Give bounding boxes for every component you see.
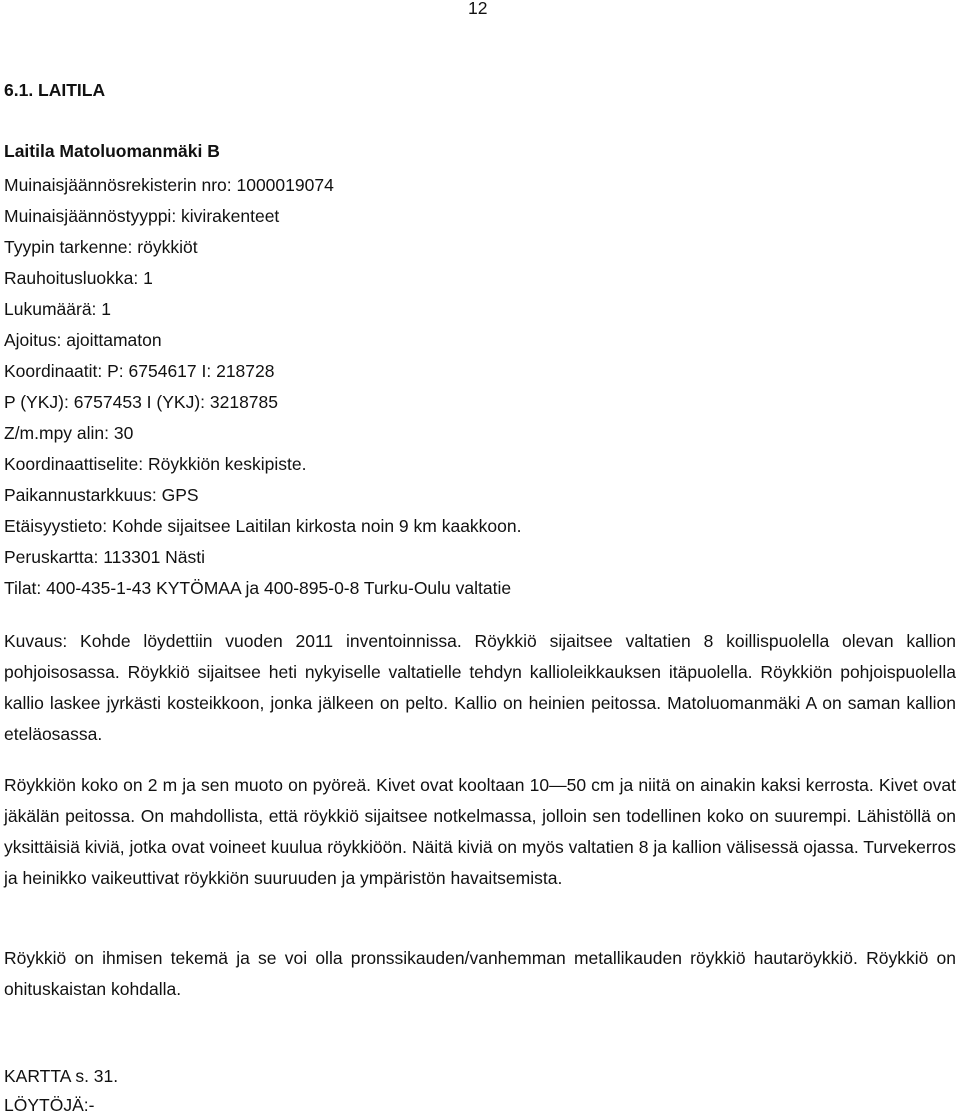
field-base-map: Peruskartta: 113301 Nästi [4,547,206,567]
field-coordinates: Koordinaatit: P: 6754617 I: 218728 [4,361,275,381]
field-dating: Ajoitus: ajoittamaton [4,330,162,350]
section-heading: 6.1. LAITILA [4,80,106,100]
field-elevation: Z/m.mpy alin: 30 [4,423,134,443]
map-reference: KARTTA s. 31. [4,1066,119,1086]
interpretation-paragraph: Röykkiö on ihmisen tekemä ja se voi olla pronssikauden/vanhemman metallikauden röykkiö hautaröykkiö. Röykkiö on ohituskaistan kohdalla. [4,948,956,999]
footer [4,1062,118,1120]
field-protection-class: Rauhoitusluokka: 1 [4,268,153,288]
field-register-number: Muinaisjäännösrekisterin nro: 1000019074 [4,175,334,195]
page-number: 12 [468,0,488,18]
field-positioning-accuracy: Paikannustarkkuus: GPS [4,485,199,505]
site-name: Laitila Matoluomanmäki B [4,141,220,161]
site-fields [4,172,956,606]
cairn-details-paragraph: Röykkiön koko on 2 m ja sen muoto on pyöreä. Kivet ovat kooltaan 10—50 cm ja niitä on ainakin kaksi kerrosta. Kivet ovat jäkälän peitossa. On mahdollista, että röykkiö sijaitsee notkelmassa, jolloin sen todellinen koko on suurempi. Lähistöllä on yksittäisiä kiviä, jotka ovat voineet kuulua röykkiöön. Näitä kiviä on myös valtatien 8 ja kallion välisessä ojassa. Turvekerros ja heinikko vaikeuttivat röykkiön suuruuden ja ympäristön havaitsemista. [4,775,956,888]
field-properties: Tilat: 400-435-1-43 KYTÖMAA ja 400-895-0-8 Turku-Oulu valtatie [4,578,512,598]
field-count: Lukumäärä: 1 [4,299,112,319]
finds-line: LÖYTÖJÄ:- [4,1095,95,1115]
field-type-detail: Tyypin tarkenne: röykkiöt [4,237,198,257]
field-coordinate-note: Koordinaattiselite: Röykkiön keskipiste. [4,454,307,474]
field-ykj-coordinates: P (YKJ): 6757453 I (YKJ): 3218785 [4,392,279,412]
description-paragraph: Kuvaus: Kohde löydettiin vuoden 2011 inventoinnissa. Röykkiö sijaitsee valtatien 8 koillispuolella olevan kallion pohjoisosassa. Röykkiö sijaitsee heti nykyiselle valtatielle tehdyn kallioleikkauksen itäpuolella. Röykkiön pohjoispuolella kallio laskee jyrkästi kosteikkoon, jonka jälkeen on pelto. Kallio on heinien peitossa. Matoluomanmäki A on saman kallion eteläosassa. [4,631,956,744]
field-type: Muinaisjäännöstyyppi: kivirakenteet [4,206,280,226]
field-distance-info: Etäisyystieto: Kohde sijaitsee Laitilan kirkosta noin 9 km kaakkoon. [4,516,522,536]
